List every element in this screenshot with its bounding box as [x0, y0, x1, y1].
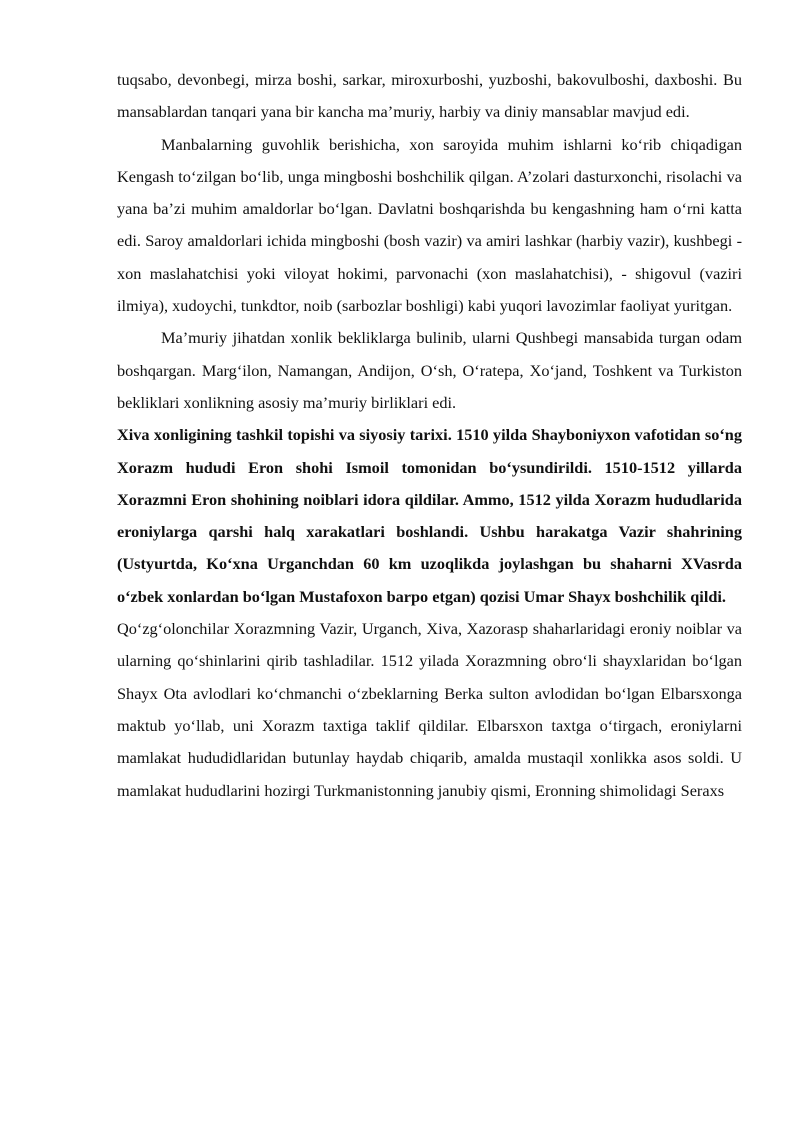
- paragraph-uprising: Qo‘zg‘olonchilar Xorazmning Vazir, Urganch, Xiva, Xazorasp shaharlaridagi eroniy noiblar va ularning qo‘shinlarini qirib tashladilar. 1512 yilada Xorazmning obro‘li shayxlaridan bo‘lgan Shayx Ota avlodlari ko‘chmanchi o‘zbeklarning Berka sulton avlodidan bo‘lgan Elbarsxonga maktub yo‘llab, uni Xorazm taxtiga taklif qildilar. Elbarsxon taxtga o‘tirgach, eroniylarni mamlakat hududidlaridan butunlay haydab chiqarib, amalda mustaqil xonlikka asos soldi. U mamlakat hududlarini hozirgi Turkmanistonning janubiy qismi, Eronning shimolidagi Seraxs: [117, 619, 742, 800]
- document-page: [117, 64, 742, 807]
- paragraph-officials-list: tuqsabo, devonbegi, mirza boshi, sarkar, miroxurboshi, yuzboshi, bakovulboshi, daxboshi. Bu mansablardan tanqari yana bir kancha ma’muriy, harbiy va diniy mansablar mavjud edi.: [117, 70, 742, 122]
- paragraph-administration: Ma’muriy jihatdan xonlik bekliklarga bulinib, ularni Qushbegi mansabida turgan odam boshqargan. Marg‘ilon, Namangan, Andijon, O‘sh, O‘ratepa, Xo‘jand, Toshkent va Turkiston bekliklari xonlikning asosiy ma’muriy birliklari edi.: [117, 328, 742, 412]
- paragraph-council: Manbalarning guvohlik berishicha, xon saroyida muhim ishlarni ko‘rib chiqadigan Kengash to‘zilgan bo‘lib, unga mingboshi boshchilik qilgan. A’zolari dasturxonchi, risolachi va yana ba’zi muhim amaldorlar bo‘lgan. Davlatni boshqarishda bu kengashning ham o‘rni katta edi. Saroy amaldorlari ichida mingboshi (bosh vazir) va amiri lashkar (harbiy vazir), kushbegi - xon maslahatchisi yoki viloyat hokimi, parvonachi (xon maslahatchisi), - shigovul (vaziri ilmiya), xudoychi, tunkdtor, noib (sarbozlar boshligi) kabi yuqori lavozimlar faoliyat yuritgan.: [117, 134, 742, 316]
- paragraph-khiva-history-heading: Xiva xonligining tashkil topishi va siyosiy tarixi. 1510 yilda Shayboniyxon vafotidan so‘ng Xorazm hududi Eron shohi Ismoil tomonidan bo‘ysundirildi. 1510-1512 yillarda Xorazmni Eron shohining noiblari idora qildilar. Ammo, 1512 yilda Xorazm hududlarida eroniylarga qarshi halq xarakatlari boshlandi. Ushbu harakatga Vazir shahrining (Ustyurtda, Ko‘xna Urganchdan 60 km uzoqlikda joylashgan bu shaharni XVasrda o‘zbek xonlardan bo‘lgan Mustafoxon barpo etgan) qozisi Umar Shayx boshchilik qildi.: [117, 425, 742, 606]
